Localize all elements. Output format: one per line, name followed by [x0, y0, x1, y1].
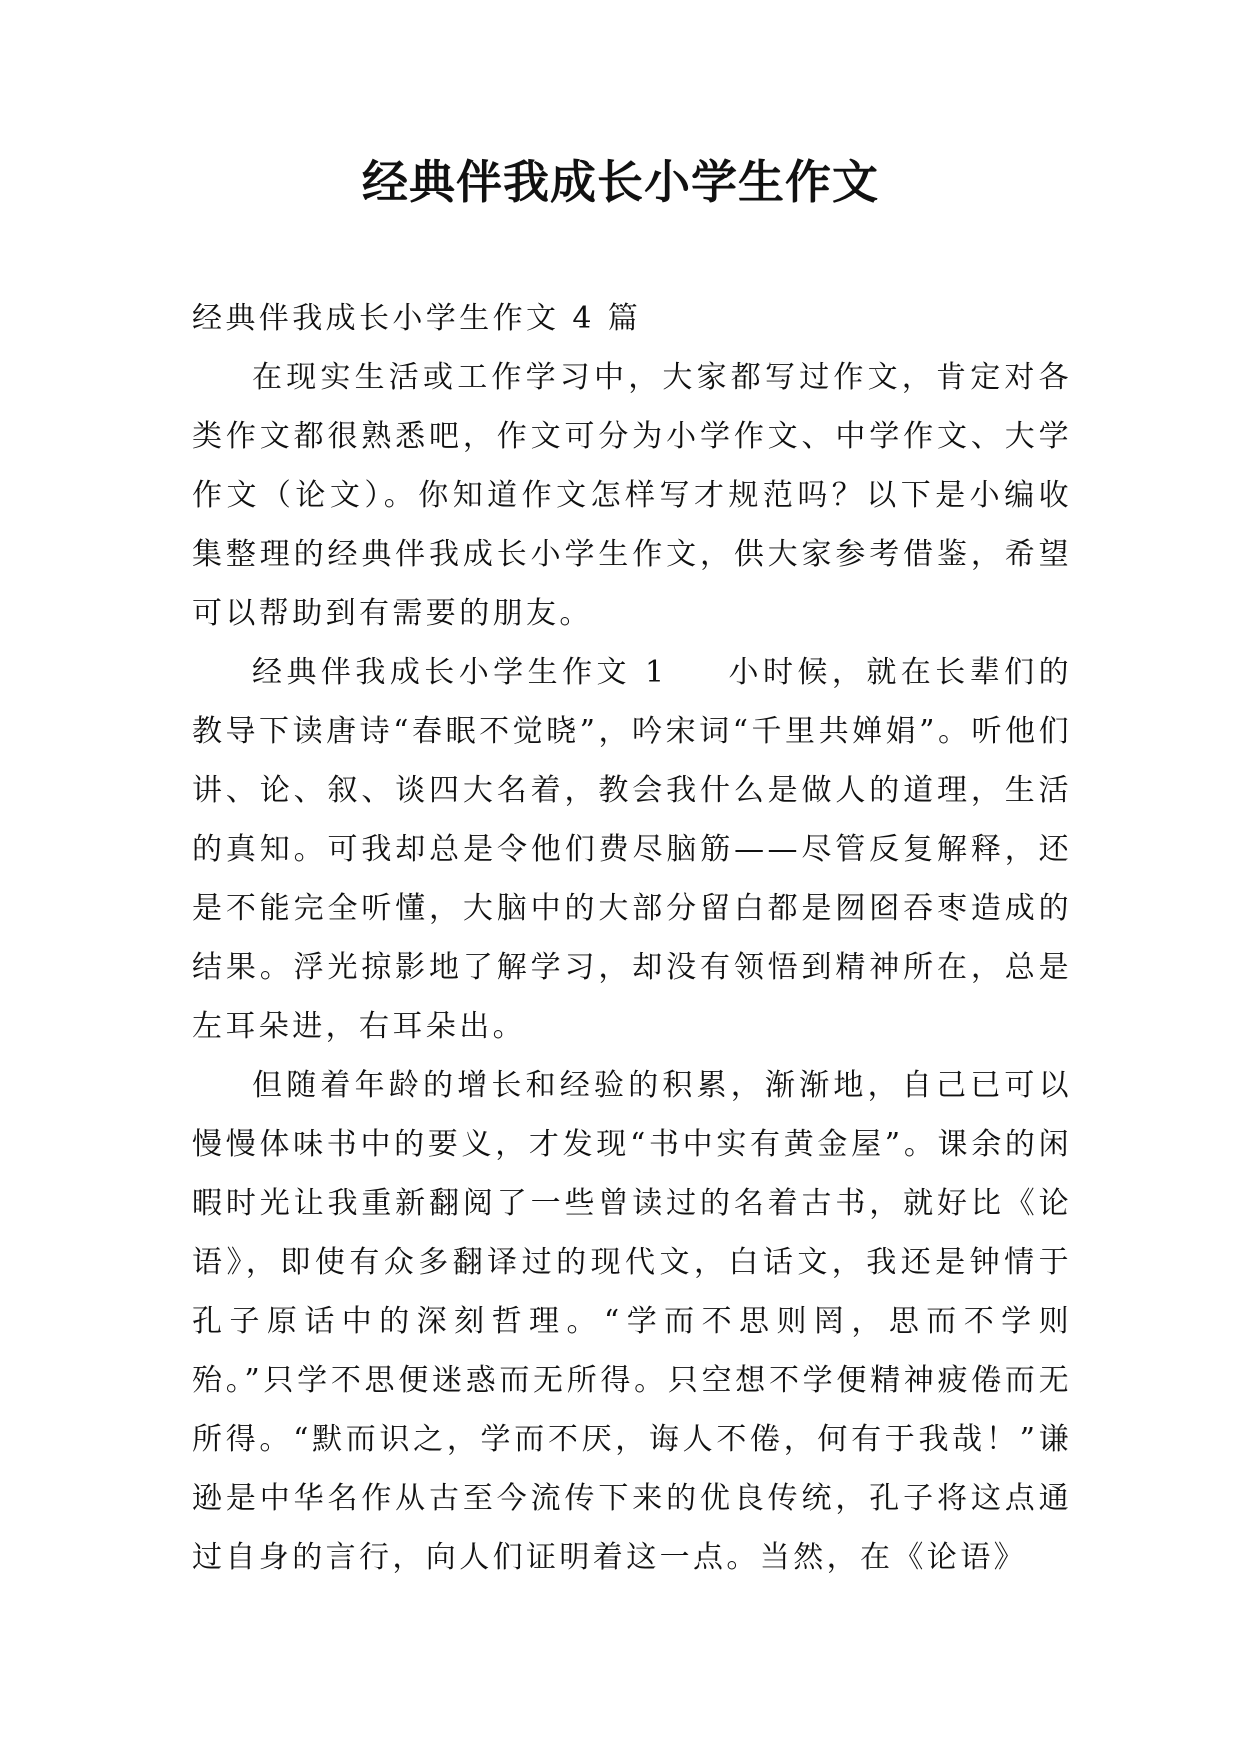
essay-1-paragraph-text: 小时候，就在长辈们的教导下读唐诗“春眠不觉晓”，吟宋词“千里共婵娟”。听他们讲、论、叙、谈四大名着，教会我什么是做人的道理，生活的真知。可我却总是令他们费尽脑筋——尽管反复解释，还是不能完全听懂，大脑中的大部分留白都是囫囵吞枣造成的结果。浮光掠影地了解学习，却没有领悟到精神所在，总是左耳朵进，右耳朵出。	[192, 655, 1073, 1044]
document-title: 经典伴我成长小学生作文	[362, 155, 879, 209]
essay-1-first-paragraph	[192, 643, 1072, 1056]
document-subtitle: 经典伴我成长小学生作文 4 篇	[192, 301, 642, 336]
intro-paragraph: 在现实生活或工作学习中，大家都写过作文，肯定对各类作文都很熟悉吧，作文可分为小学作文、中学作文、大学作文（论文）。你知道作文怎样写才规范吗？以下是小编收集整理的经典伴我成长小学生作文，供大家参考借鉴，希望可以帮助到有需要的朋友。	[192, 360, 1072, 631]
essay-1-second-paragraph: 但随着年龄的增长和经验的积累，渐渐地，自己已可以慢慢体味书中的要义，才发现“书中实有黄金屋”。课余的闲暇时光让我重新翻阅了一些曾读过的名着古书，就好比《论语》，即使有众多翻译过的现代文，白话文，我还是钟情于孔子原话中的深刻哲理。“学而不思则罔，思而不学则殆。”只学不思便迷惑而无所得。只空想不学便精神疲倦而无所得。“默而识之，学而不厌，诲人不倦，何有于我哉！”谦逊是中华名作从古至今流传下来的优良传统，孔子将这点通过自身的言行，向人们证明着这一点。当然，在《论语》	[192, 1068, 1072, 1575]
essay-1-heading: 经典伴我成长小学生作文 1	[252, 655, 668, 690]
document-body	[192, 289, 1072, 1587]
